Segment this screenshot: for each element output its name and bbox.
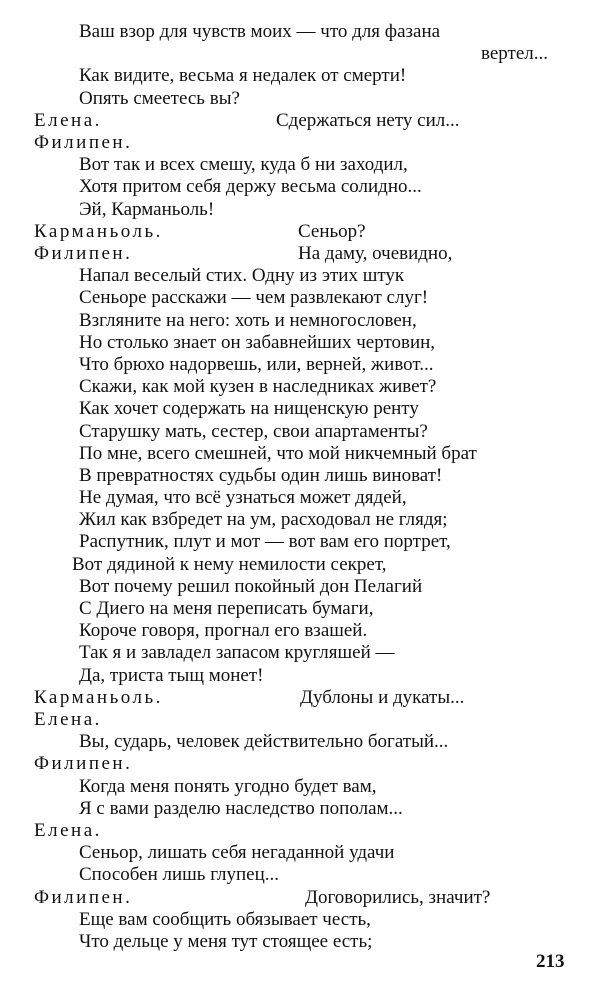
verse-line: Ваш взор для чувств моих — что для фазана: [79, 21, 441, 42]
verse-line: Да, триста тыщ монет!: [79, 665, 264, 686]
verse-line: Вы, сударь, человек действительно богатый...: [79, 731, 449, 752]
verse-line: Сеньоре расскажи — чем развлекают слуг!: [79, 287, 429, 308]
verse-line: Эй, Карманьоль!: [79, 199, 215, 220]
verse-line: Распутник, плут и мот — вот вам его портрет,: [79, 531, 451, 552]
verse-line: Как хочет содержать на нищенскую ренту: [79, 398, 419, 419]
verse-line: На даму, очевидно,: [298, 243, 453, 264]
verse-line: Скажи, как мой кузен в наследниках живет?: [79, 376, 437, 397]
verse-line: Сеньор?: [298, 221, 366, 242]
speaker-name: Елена.: [34, 110, 102, 131]
verse-line: Что дельце у меня тут стоящее есть;: [79, 931, 373, 952]
verse-line: Сеньор, лишать себя негаданной удачи: [79, 842, 395, 863]
speaker-name: Карманьоль.: [34, 221, 163, 242]
verse-line: Не думая, что всё узнаться может дядей,: [79, 487, 407, 508]
verse-line: В превратностях судьбы один лишь виноват!: [79, 465, 443, 486]
speaker-name: Филипен.: [34, 243, 133, 264]
verse-line: Когда меня понять угодно будет вам,: [79, 776, 377, 797]
verse-line: Способен лишь глупец...: [79, 864, 280, 885]
speaker-name: Елена.: [34, 709, 102, 730]
verse-line: Вот так и всех смешу, куда б ни заходил,: [79, 154, 408, 175]
verse-line: Жил как взбредет на ум, расходовал не глядя;: [79, 509, 448, 530]
verse-line: Взгляните на него: хоть и немногословен,: [79, 310, 417, 331]
verse-line: Еще вам сообщить обязывает честь,: [79, 909, 371, 930]
verse-line: Вот почему решил покойный дон Пелагий: [79, 576, 423, 597]
verse-line: Так я и завладел запасом кругляшей —: [79, 642, 395, 663]
verse-line: Старушку мать, сестер, свои апартаменты?: [79, 421, 428, 442]
verse-line: Вот дядиной к нему немилости секрет,: [72, 554, 387, 575]
verse-line: вертел...: [481, 43, 549, 64]
verse-line: Что брюхо надорвешь, или, верней, живот...: [79, 354, 434, 375]
verse-line: Как видите, весьма я недалек от смерти!: [79, 65, 407, 86]
verse-line: Опять смеетесь вы?: [79, 88, 240, 109]
speaker-name: Карманьоль.: [34, 687, 163, 708]
verse-line: Сдержаться нету сил...: [276, 110, 460, 131]
speaker-name: Филипен.: [34, 753, 133, 774]
speaker-name: Филипен.: [34, 887, 133, 908]
page-number: 213: [536, 951, 565, 972]
verse-line: Но столько знает он забавнейших чертовин,: [79, 332, 436, 353]
verse-line: Напал веселый стих. Одну из этих штук: [79, 265, 405, 286]
verse-line: Я с вами разделю наследство пополам...: [79, 798, 403, 819]
speaker-name: Елена.: [34, 820, 102, 841]
speaker-name: Филипен.: [34, 132, 133, 153]
verse-line: Хотя притом себя держу весьма солидно...: [79, 176, 422, 197]
verse-line: С Диего на меня переписать бумаги,: [79, 598, 374, 619]
verse-line: По мне, всего смешней, что мой никчемный брат: [79, 443, 477, 464]
verse-line: Договорились, значит?: [305, 887, 491, 908]
verse-line: Короче говоря, прогнал его взашей.: [79, 620, 368, 641]
verse-line: Дублоны и дукаты...: [300, 687, 465, 708]
